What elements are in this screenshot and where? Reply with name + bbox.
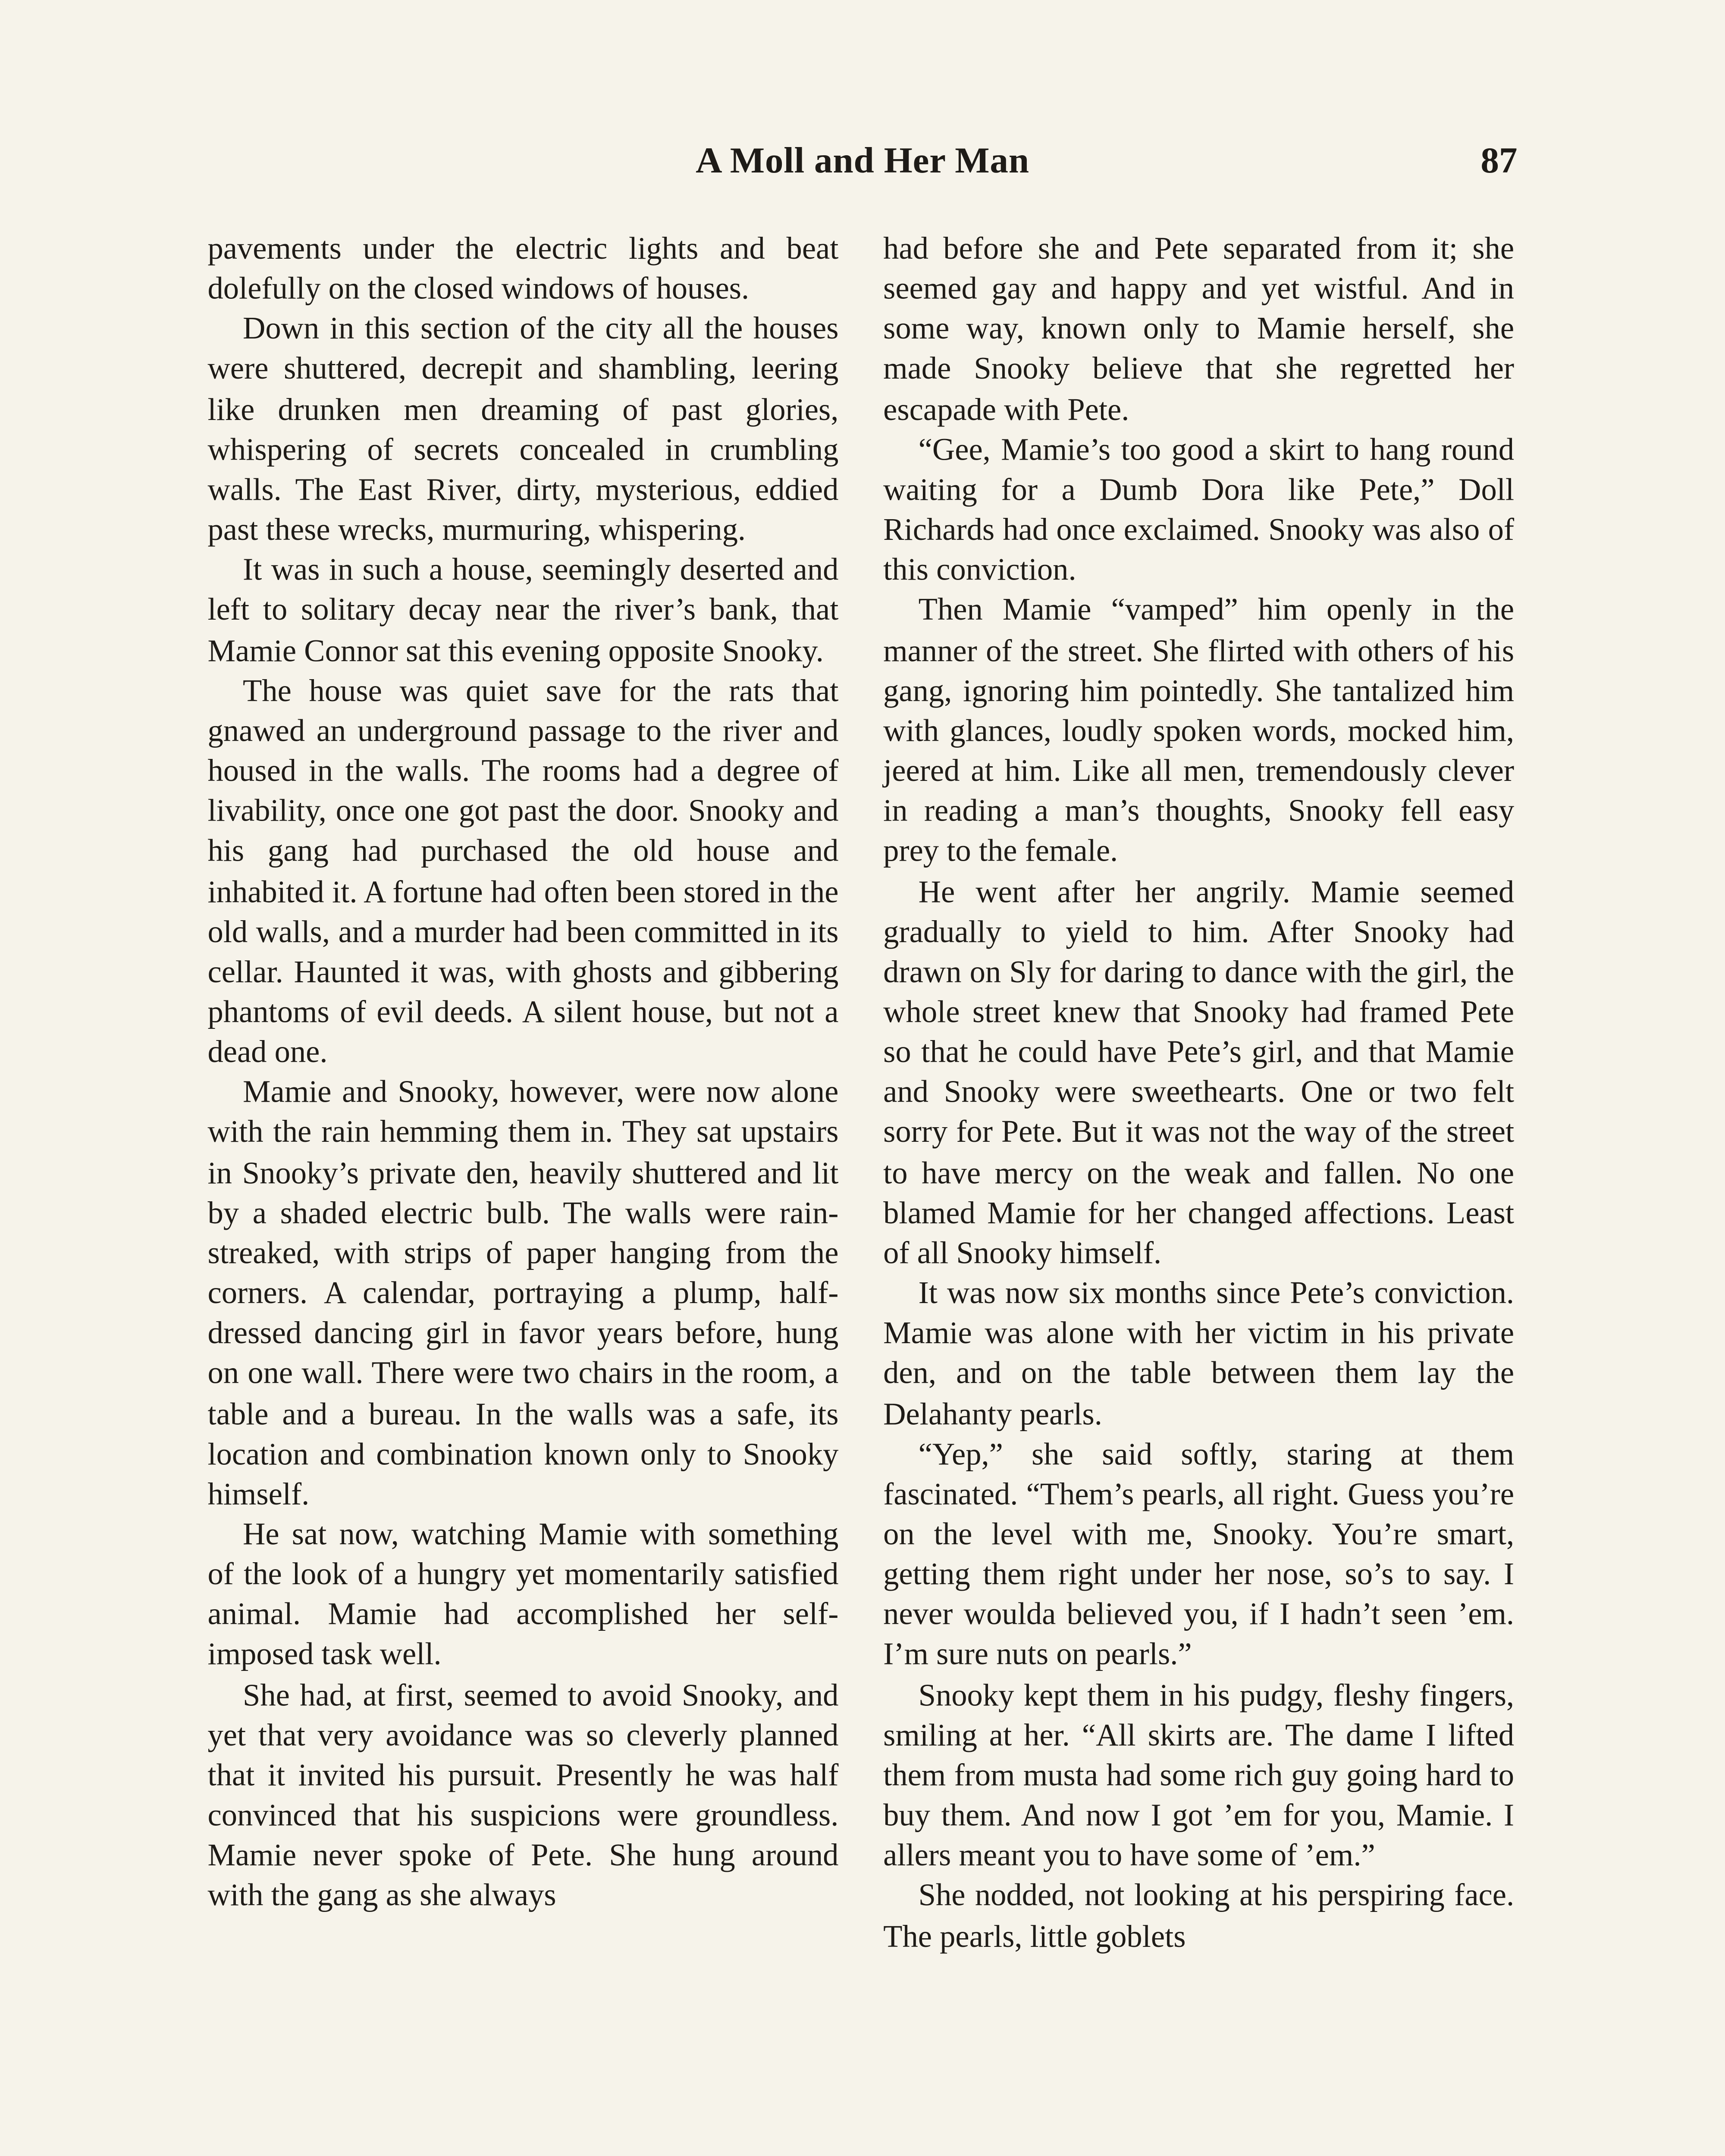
running-head xyxy=(207,141,1517,195)
paragraph: had before she and Pete separated from it; she seemed gay and happy and yet wistful. And in some way, known only to Mamie herself, she made Snooky believe that she regretted her escapade with Pete. xyxy=(883,233,1515,428)
paragraph: He went after her angrily. Mamie seemed gradually to yield to him. After Snooky had drawn on Sly for daring to dance with the girl, the whole street knew that Snooky had framed Pete so that he could have Pete’s girl, and that Mamie and Snooky were sweethearts. One or two felt sorry for Pete. But it was not the way of the street to have mercy on the weak and fallen. No one blamed Mamie for her changed affections. Least of all Snooky himself. xyxy=(883,876,1515,1271)
paragraph: Mamie and Snooky, however, were now alone with the rain hemming them in. They sat upstairs in Snooky’s private den, heavily shuttered and lit by a shaded electric bulb. The walls were rain-streaked, with strips of paper hanging from the corners. A calendar, portraying a plump, half-dressed dancing girl in favor years before, hung on one wall. There were two chairs in the room, a table and a bureau. In the walls was a safe, its location and combination known only to Snooky himself. xyxy=(207,1077,839,1512)
paragraph: It was now six months since Pete’s conviction. Mamie was alone with her victim in his private den, and on the table between them lay the Delahanty pearls. xyxy=(883,1278,1515,1432)
paragraph: She had, at first, seemed to avoid Snooky, and yet that very avoidance was so cleverly planned that it invited his pursuit. Presently he was half convinced that his suspicions were groundless. Mamie never spoke of Pete. She hung around with the gang as she always xyxy=(207,1679,839,1914)
paragraph: It was in such a house, seemingly deserted and left to solitary decay near the river’s bank, that Mamie Connor sat this evening opposite Snooky. xyxy=(207,555,839,669)
right-column xyxy=(883,230,1514,1957)
paragraph: “Gee, Mamie’s too good a skirt to hang round waiting for a Dumb Dora like Pete,” Doll Richards had once exclaimed. Snooky was also of this conviction. xyxy=(883,434,1515,588)
paragraph: “Yep,” she said softly, staring at them fascinated. “Them’s pearls, all right. Guess you’re on the level with me, Snooky. You’re smart, getting them right under her nose, so’s to say. I never woulda believed you, if I hadn’t seen ’em. I’m sure nuts on pearls.” xyxy=(883,1438,1515,1673)
paragraph: Then Mamie “vamped” him openly in the manner of the street. She flirted with others of his gang, ignoring him pointedly. She tantalized him with glances, loudly spoken words, mocked him, jeered at him. Like all men, tremendously clever in reading a man’s thoughts, Snooky fell easy prey to the female. xyxy=(883,595,1515,870)
left-column xyxy=(207,230,838,1917)
paragraph: She nodded, not looking at his perspiring face. The pearls, little goblets xyxy=(883,1880,1515,1954)
paragraph: pavements under the electric lights and beat dolefully on the closed windows of houses. xyxy=(207,233,839,307)
paragraph: The house was quiet save for the rats that gnawed an underground passage to the river and housed in the walls. The rooms had a degree of livability, once one got past the door. Snooky and his gang had purchased the old house and inhabited it. A fortune had often been stored in the old walls, and a murder had been committed in its cellar. Haunted it was, with ghosts and gibbering phantoms of evil deeds. A silent house, but not a dead one. xyxy=(207,675,839,1070)
page-title: A Moll and Her Man xyxy=(696,140,1029,181)
paragraph: Down in this section of the city all the houses were shuttered, decrepit and shambling, leering like drunken men dreaming of past glories, whispering of secrets concealed in crumbling walls. The East River, dirty, mysterious, eddied past these wrecks, murmuring, whispering. xyxy=(207,313,839,548)
paragraph: Snooky kept them in his pudgy, fleshy fingers, smiling at her. “All skirts are. The dame I lifted them from musta had some rich guy going hard to buy them. And now I got ’em for you, Mamie. I allers meant you to have some of ’em.” xyxy=(883,1679,1515,1874)
page-number: 87 xyxy=(1480,140,1518,181)
paragraph: He sat now, watching Mamie with something of the look of a hungry yet momentarily satisfied animal. Mamie had accomplished her self-imposed task well. xyxy=(207,1519,839,1673)
